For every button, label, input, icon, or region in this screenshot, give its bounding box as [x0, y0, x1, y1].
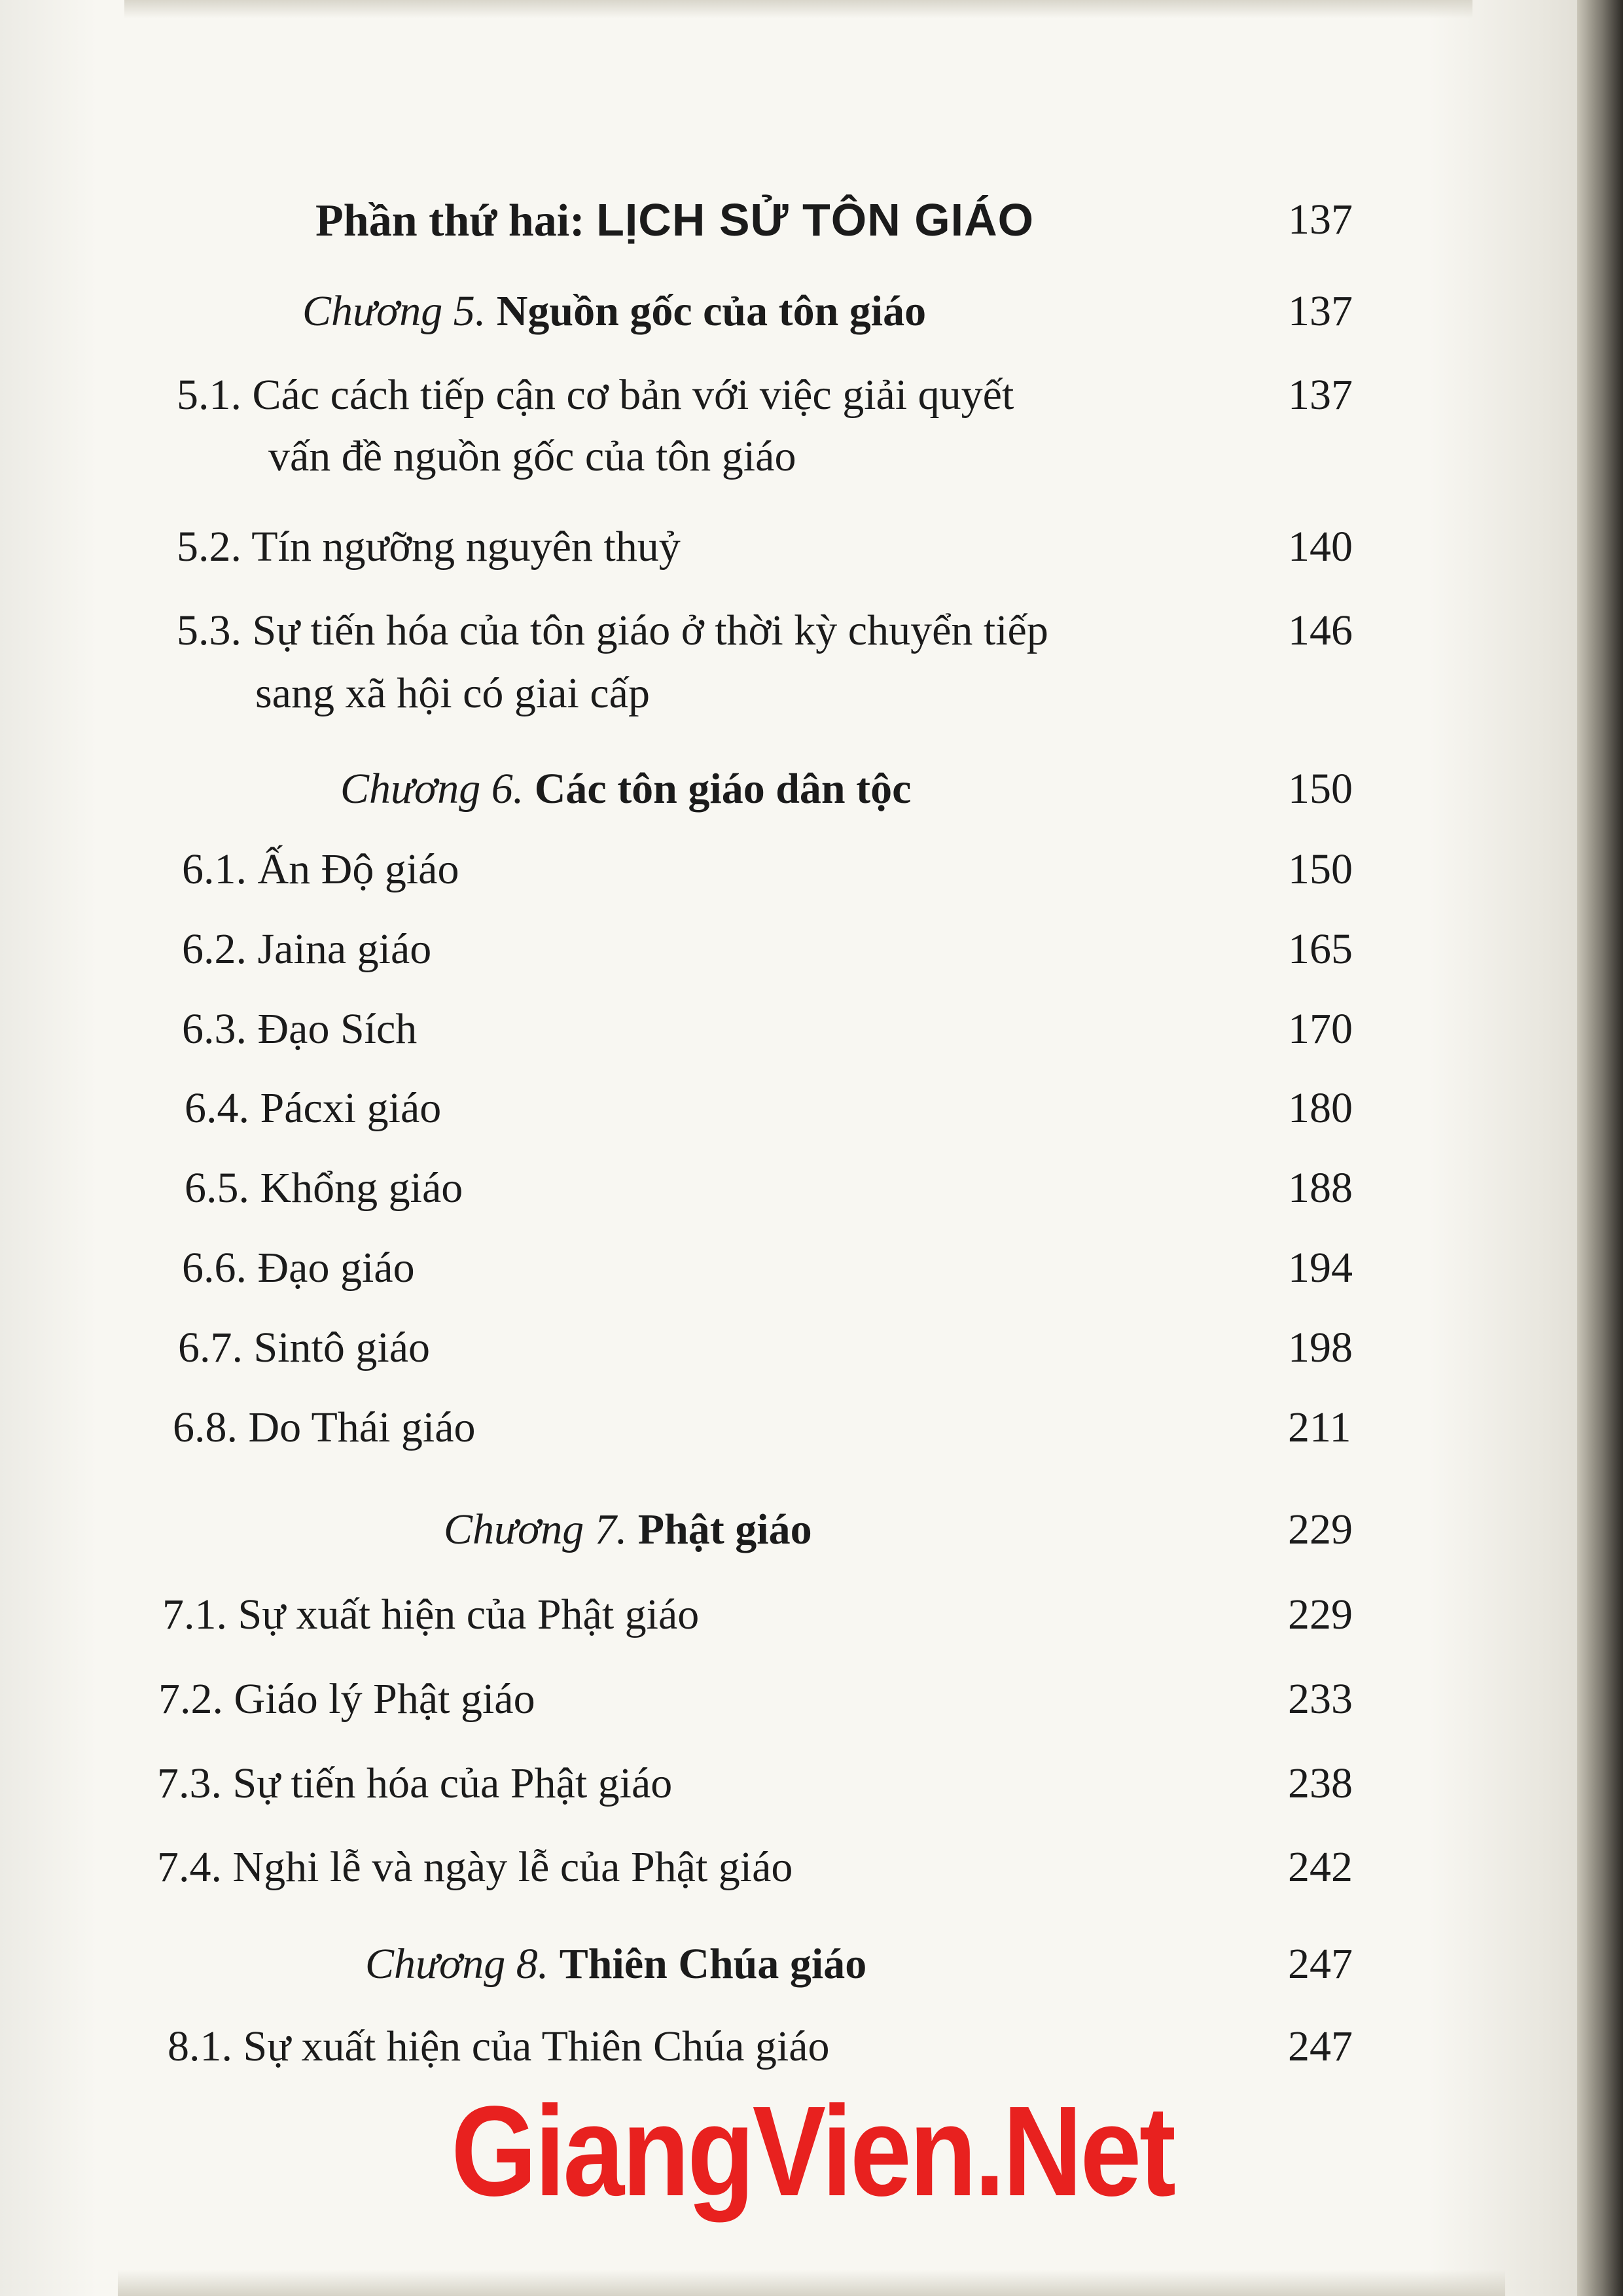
entry-text-continued: vấn đề nguồn gốc của tôn giáo — [268, 433, 796, 480]
page-number: 247 — [1288, 2022, 1353, 2070]
page-number: 247 — [1288, 1940, 1353, 1988]
entry-text: 5.3. Sự tiến hóa của tôn giáo ở thời kỳ chuyển tiếp — [177, 607, 1048, 654]
page-number: 242 — [1288, 1843, 1353, 1891]
entry-text: 7.2. Giáo lý Phật giáo — [158, 1675, 535, 1723]
entry-text: 7.4. Nghi lễ và ngày lễ của Phật giáo — [157, 1843, 793, 1891]
page-top-edge — [124, 0, 1472, 18]
page-number: 137 — [1288, 371, 1353, 419]
part-label: Phần thứ hai: — [315, 196, 597, 246]
page-number: 198 — [1288, 1324, 1353, 1371]
chapter-name: Các tôn giáo dân tộc — [534, 765, 912, 813]
page-number: 150 — [1288, 845, 1353, 893]
entry-text: 6.5. Khổng giáo — [185, 1164, 463, 1212]
page-number: 229 — [1288, 1506, 1353, 1553]
entry-text: 7.1. Sự xuất hiện của Phật giáo — [162, 1591, 700, 1638]
page-number: 180 — [1288, 1084, 1353, 1132]
book-spine-edge — [1577, 0, 1623, 2296]
chapter-label: Chương 8. — [365, 1940, 549, 1988]
watermark-text: GiangVien.Net — [451, 2079, 1174, 2223]
entry-text: 6.1. Ấn Độ giáo — [182, 845, 459, 893]
page-number: 229 — [1288, 1591, 1353, 1638]
entry-text: 6.7. Sintô giáo — [178, 1324, 431, 1371]
entry-text: 6.6. Đạo giáo — [182, 1244, 415, 1292]
part-title: LỊCH SỬ TÔN GIÁO — [596, 194, 1035, 245]
page-number: 165 — [1288, 925, 1353, 973]
page-number: 211 — [1288, 1404, 1351, 1451]
entry-text: 6.2. Jaina giáo — [182, 925, 432, 973]
chapter-label: Chương 7. — [444, 1506, 628, 1553]
entry-text: 6.8. Do Thái giáo — [173, 1404, 476, 1451]
entry-text: 6.4. Pácxi giáo — [185, 1084, 442, 1132]
chapter-name: Thiên Chúa giáo — [559, 1940, 867, 1988]
page-number: 238 — [1288, 1759, 1353, 1807]
page-number: 140 — [1288, 523, 1353, 571]
entry-text: 5.1. Các cách tiếp cận cơ bản với việc giải quyết — [177, 371, 1014, 419]
chapter-name: Nguồn gốc của tôn giáo — [496, 287, 927, 335]
chapter-name: Phật giáo — [637, 1506, 812, 1553]
chapter-label: Chương 6. — [340, 765, 524, 813]
entry-text-continued: sang xã hội có giai cấp — [255, 669, 650, 717]
page-bottom-edge — [118, 2270, 1505, 2296]
entry-text: 8.1. Sự xuất hiện của Thiên Chúa giáo — [168, 2022, 830, 2070]
entry-text: 6.3. Đạo Sích — [182, 1005, 418, 1053]
entry-text: 7.3. Sự tiến hóa của Phật giáo — [157, 1759, 673, 1807]
page-number: 194 — [1288, 1244, 1353, 1292]
page-number: 150 — [1288, 765, 1353, 813]
page-number: 137 — [1288, 287, 1353, 335]
page-number: 170 — [1288, 1005, 1353, 1053]
page-number: 188 — [1288, 1164, 1353, 1212]
page-number: 233 — [1288, 1675, 1353, 1723]
entry-text: 5.2. Tín ngưỡng nguyên thuỷ — [177, 523, 681, 571]
page-number: 146 — [1288, 607, 1353, 654]
page-number: 137 — [1288, 196, 1353, 243]
chapter-label: Chương 5. — [302, 287, 486, 335]
